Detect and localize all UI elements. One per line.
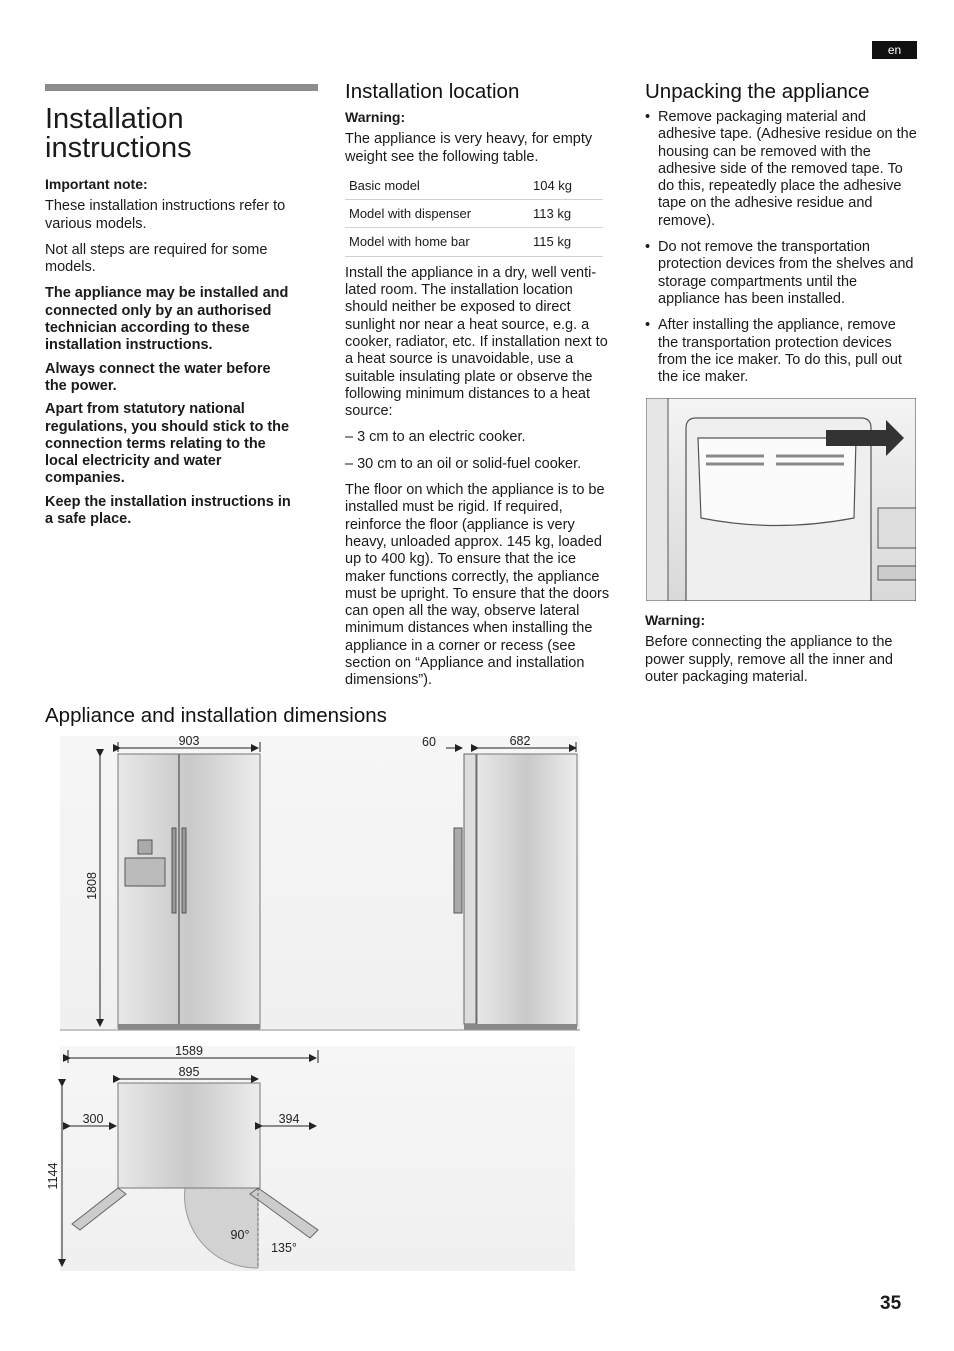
intro-column (45, 176, 295, 537)
intro-paragraph-2: Not all steps are required for some models. (45, 241, 268, 276)
unpacking-warning (645, 612, 917, 695)
important-note-label: Important note: (45, 176, 148, 192)
distance-oil: – 30 cm to an oil or solid-fuel cooker. (345, 455, 582, 472)
warning-label-2: Warning: (645, 612, 706, 628)
list-item: • After installing the appliance, remove the transportation protection devices from the ice maker. To do this, pull out the ice maker. (645, 317, 917, 386)
installation-location-heading: Installation location (345, 80, 520, 103)
table-row (345, 200, 603, 228)
table-row (345, 172, 603, 200)
list-item: • Do not remove the transportation protection devices from the shelves and storage compartments until the appliance has been installed. (645, 239, 917, 308)
language-badge: en (872, 41, 917, 59)
weight-cell: 104 kg (529, 172, 603, 200)
section-rule (45, 84, 318, 91)
angle-90-label: 90° (230, 1228, 250, 1242)
warning-label: Warning: (345, 109, 406, 125)
unpacking-list (645, 109, 917, 386)
installation-location-column (345, 80, 615, 699)
intro-paragraph-1: These installation instructions refer to various models. (45, 198, 286, 232)
model-cell: Model with dispenser (345, 200, 529, 228)
warning-text: The appliance is very heavy, for empty weight see the following table. (345, 131, 593, 165)
bold-notice-1: The appliance may be installed and connected only by an authorised technician according to these installation instructions. (45, 285, 289, 354)
height-label: 1808 (85, 872, 99, 900)
bold-notice-2: Always connect the water before the power. (45, 360, 271, 394)
model-cell: Model with home bar (345, 228, 529, 256)
open-depth-label: 1144 (46, 1162, 60, 1190)
top-width-label: 895 (178, 1065, 200, 1079)
total-open-label: 1589 (175, 1044, 203, 1058)
left-clearance-label: 300 (82, 1112, 104, 1126)
side-view-fridge (454, 754, 577, 1030)
list-item: • Remove packaging material and adhesive tape. (Adhesive residue on the housing can be removed with the adhesive side of the removed tape. To do this, repeatedly place the adhesive tape on the adhesive residue and remove). (645, 109, 917, 230)
weight-table (345, 172, 603, 257)
width-label: 903 (178, 734, 200, 748)
unpacking-column (645, 80, 917, 395)
weight-cell: 113 kg (529, 200, 603, 228)
front-view-fridge (118, 754, 260, 1030)
floor-paragraph: The floor on which the appliance is to be installed must be rigid. If required, reinforce the floor (appliance is very heavy, unloaded approx. 145 kg, loaded up to 400 kg). To ensure that the ice maker functions correctly, the appliance must be upright. To ensure that the doors can open all the way, observe lateral minimum distances when installing the appliance in a corner or recess (see section on “Appliance and installation dimensions”). (345, 482, 610, 689)
page-title: Installation instructions (45, 103, 192, 164)
depth-label: 682 (509, 734, 531, 748)
page-number: 35 (880, 1293, 902, 1314)
bold-notice-3: Apart from statutory national regulations, you should stick to the connection terms relating to the local electricity and water companies. (45, 401, 290, 487)
warning-text-2: Before connecting the appliance to the power supply, remove all the inner and outer packaging material. (645, 634, 893, 685)
angle-135-label: 135° (271, 1241, 297, 1255)
bold-notice-4: Keep the installation instructions in a safe place. (45, 493, 291, 528)
ice-maker-illustration (646, 398, 916, 601)
gap-label: 60 (422, 735, 436, 749)
table-row (345, 228, 603, 256)
model-cell: Basic model (345, 172, 529, 200)
weight-cell: 115 kg (529, 228, 603, 256)
location-paragraph: Install the appliance in a dry, well venti-lated room. The installation location should neither be exposed to direct sunlight nor near a heat source, e.g. a cooker, radiator, etc. If installation next to a heat source is unavoidable, use a suitable insulating plate or observe the following minimum distances to a heat source: (345, 264, 608, 420)
distance-electric: – 3 cm to an electric cooker. (345, 429, 526, 446)
dimensions-diagram (0, 728, 600, 1273)
right-clearance-label: 394 (278, 1112, 300, 1126)
dimensions-heading: Appliance and installation dimensions (45, 704, 387, 727)
unpacking-heading: Unpacking the appliance (645, 80, 870, 103)
